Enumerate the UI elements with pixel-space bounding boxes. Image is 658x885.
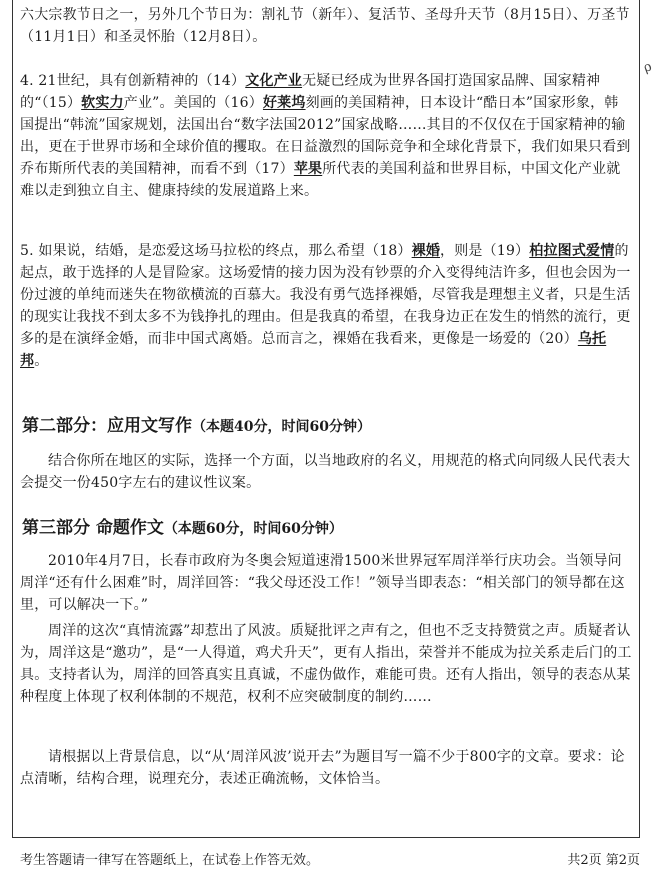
part-3-background-1: 2010年4月7日，长春市政府为冬奥会短道速滑1500米世界冠军周洋举行庆功会。当领导问周洋“还有什么困难”时，周洋回答：“我父母还没工作！”领导当即表态：“相关部门的领导都在这里，可以解决一下。” [20,553,625,613]
part-3-heading: 第三部分 命题作文（本题60分，时间60分钟） [22,518,343,538]
answer-18: 裸婚 [411,243,441,259]
answer-19: 柏拉图式爱情 [529,243,615,259]
answer-sheet-note: 考生答题请一律写在答题纸上，在试卷上作答无效。 [20,853,320,868]
intro-paragraph: 六大宗教节日之一，另外几个节日为：割礼节（新年）、复活节、圣母升天节（8月15日）、万圣节（11月1日）和圣灵怀胎（12月8日）。 [20,7,630,45]
part-2-heading: 第二部分：应用文写作（本题40分，时间60分钟） [22,416,371,436]
question-4-paragraph: 4. 21世纪，具有创新精神的（14）文化产业无疑已经成为世界各国打造国家品牌、国家精神的“（15）软实力产业”。美国的（16）好莱坞刻画的美国精神，日本设计“酷日本”国家形象，韩国提出“韩流”国家规划，法国出台“数字法国2012”国家战略……其目的不仅仅在于国家精神的输出，更在于世界市场和全球价值的攫取。在日益激烈的国际竞争和全球化背景下，我们如果只看到乔布斯所代表的美国精神，而看不到（17）苹果所代表的美国利益和世界目标，中国文化产业就难以走到独立自主、健康持续的发展道路上来。 [20,73,631,199]
page-footer [20,852,640,870]
answer-15: 软实力 [81,95,124,111]
answer-20: 乌托邦 [20,331,607,369]
answer-14: 文化产业 [245,73,303,89]
part-2-prompt: 结合你所在地区的实际，选择一个方面，以当地政府的名义，用规范的格式向同级人民代表大会提交一份450字左右的建议性议案。 [20,453,631,491]
margin-handwritten-mark: ρ [641,59,654,76]
question-5-paragraph: 5. 如果说，结婚，是恋爱这场马拉松的终点，那么希望（18）裸婚，则是（19）柏拉图式爱情的起点，敢于选择的人是冒险家。这场爱情的接力因为没有钞票的介入变得纯洁许多，但也会因为一份过渡的单纯而迷失在物欲横流的百慕大。我没有勇气选择裸婚，尽管我是理想主义者，只是生活的现实让我找不到太多不为钱挣扎的理由。但是我真的希望，在我身边正在发生的悄然的流行，更多的是在演绎金婚，而非中国式离婚。总而言之，裸婚在我看来，更像是一场爱的（20）乌托邦。 [20,243,631,369]
part-3-background-2: 周洋的这次“真情流露”却惹出了风波。质疑批评之声有之，但也不乏支持赞赏之声。质疑者认为，周洋这是“邀功”，是“一人得道，鸡犬升天”，更有人指出，荣誉并不能成为拉关系走后门的工具。支持者认为，周洋的回答真实且真诚，不虚伪做作，难能可贵。还有人指出，领导的表态从某种程度上体现了权利体制的不规范，权利不应突破制度的制约…… [20,623,632,705]
answer-17: 苹果 [293,161,323,177]
part-3-instruction: 请根据以上背景信息，以“从‘周洋风波’说开去”为题目写一篇不少于800字的文章。要求：论点清晰，结构合理，说理充分，表述正确流畅，文体恰当。 [20,749,625,787]
page-number: 共2页 第2页 [567,853,640,868]
answer-16: 好莱坞 [262,95,306,111]
